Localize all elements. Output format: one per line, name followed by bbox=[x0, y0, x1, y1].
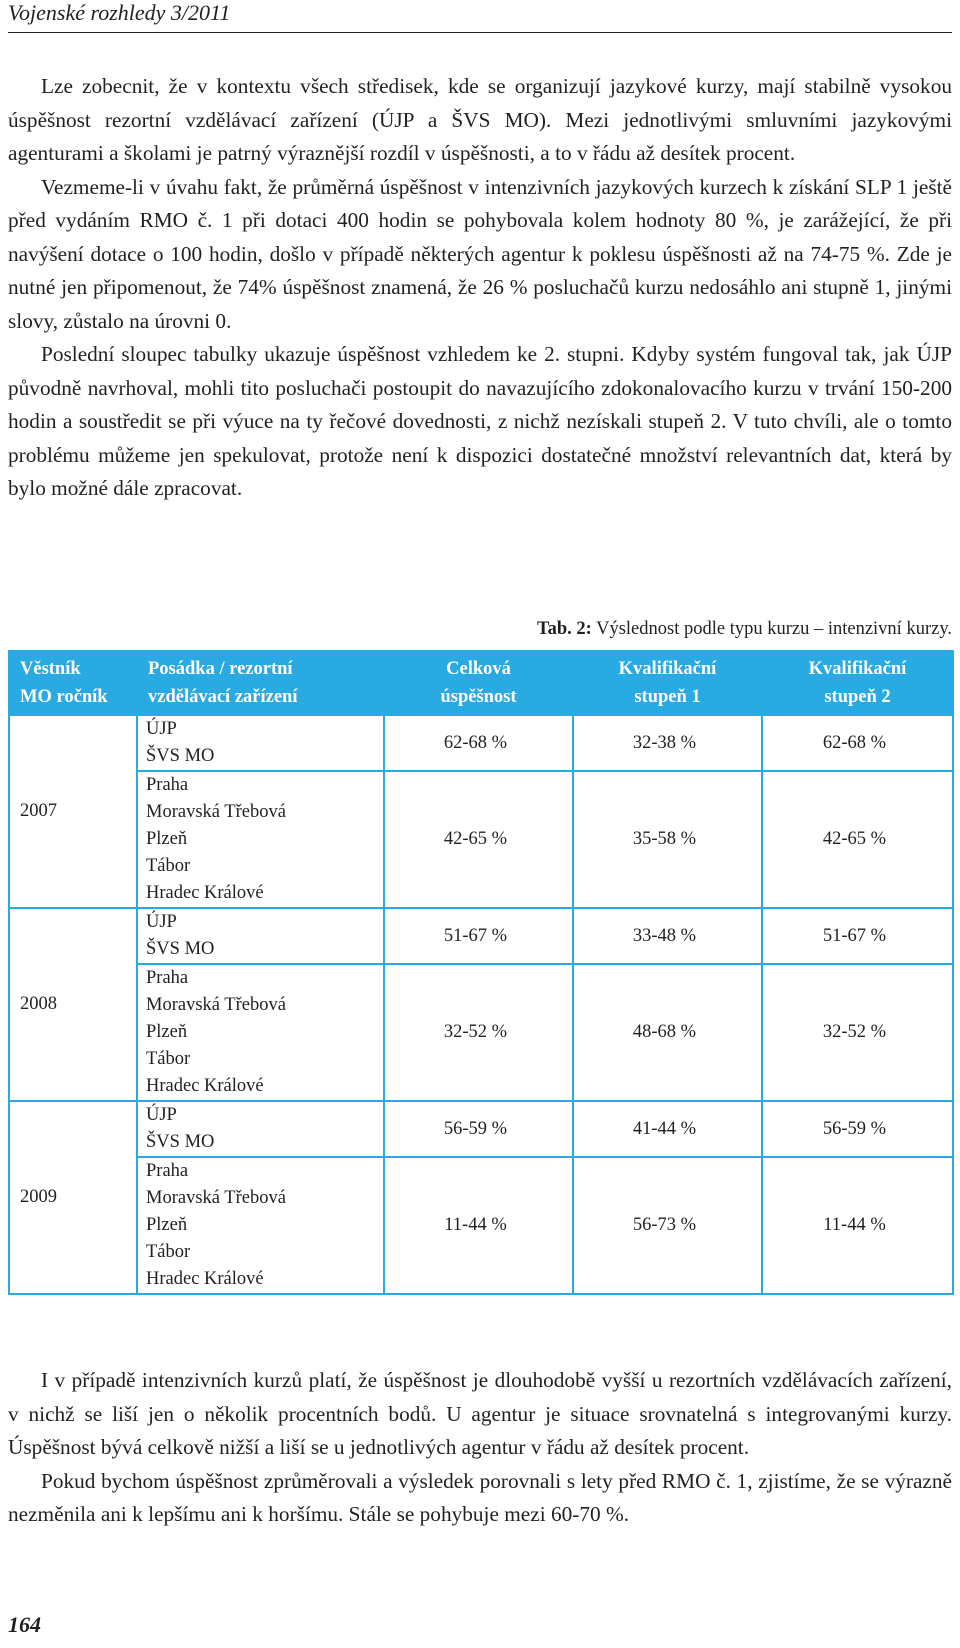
institution-cell: Praha bbox=[137, 964, 384, 992]
stupen2-cell: 11-44 % bbox=[762, 1157, 953, 1294]
table-header-row bbox=[9, 651, 953, 715]
celkova-cell: 51-67 % bbox=[384, 908, 573, 964]
header-vestnik: Věstník MO ročník bbox=[9, 651, 137, 715]
table-row bbox=[9, 908, 953, 936]
institution-cell: Moravská Třebová bbox=[137, 799, 384, 826]
institution-cell: ÚJP bbox=[137, 908, 384, 936]
year-cell: 2007 bbox=[9, 715, 137, 908]
paragraph: Poslední sloupec tabulky ukazuje úspěšnost vzhledem ke 2. stupni. Kdyby systém fungoval tak, jak ÚJP původně navrhoval, mohli tito posluchači postoupit do navazujícího zdokonalovacího kurzu v trvání 150-200 hodin a soustředit se při výuce na ty řečové dovednosti, z nichž nezískali stupeň 2. V tuto chvíli, ale o tomto problému můžeme jen spekulovat, protože není k dispozici dostatečné množství relevantních dat, která by bylo možné dále zpracovat. bbox=[8, 342, 952, 500]
header-celkova: Celková úspěšnost bbox=[384, 651, 573, 715]
stupen2-cell: 62-68 % bbox=[762, 715, 953, 771]
stupen2-cell: 42-65 % bbox=[762, 771, 953, 908]
institution-cell: ÚJP bbox=[137, 1101, 384, 1129]
table-row bbox=[9, 964, 953, 992]
header-rule bbox=[8, 32, 952, 33]
year-cell: 2009 bbox=[9, 1101, 137, 1294]
paragraph: Lze zobecnit, že v kontextu všech středisek, kde se organizují jazykové kurzy, mají stabilně vysokou úspěšnost rezortní vzdělávací zařízení (ÚJP a ŠVS MO). Mezi jednotlivými smluvními jazykovými agenturami a školami je patrný výraznější rozdíl v úspěšnosti, a to v řádu až desítek procent. bbox=[8, 74, 952, 165]
institution-cell: Plzeň bbox=[137, 826, 384, 853]
institution-cell: Moravská Třebová bbox=[137, 992, 384, 1019]
institution-cell: Praha bbox=[137, 771, 384, 799]
stupen2-cell: 56-59 % bbox=[762, 1101, 953, 1157]
celkova-cell: 32-52 % bbox=[384, 964, 573, 1101]
table-header bbox=[9, 651, 953, 715]
stupen2-cell: 51-67 % bbox=[762, 908, 953, 964]
institution-cell: ŠVS MO bbox=[137, 936, 384, 964]
institution-cell: Hradec Králové bbox=[137, 1073, 384, 1101]
institution-cell: ŠVS MO bbox=[137, 743, 384, 771]
table-row bbox=[9, 771, 953, 799]
table-caption-label: Tab. 2: bbox=[536, 619, 592, 639]
institution-cell: Tábor bbox=[137, 853, 384, 880]
institution-cell: Tábor bbox=[137, 1239, 384, 1266]
stupen2-cell: 32-52 % bbox=[762, 964, 953, 1101]
stupen1-cell: 56-73 % bbox=[573, 1157, 762, 1294]
stupen1-cell: 33-48 % bbox=[573, 908, 762, 964]
stupen1-cell: 48-68 % bbox=[573, 964, 762, 1101]
results-table bbox=[8, 650, 954, 1295]
table-body bbox=[9, 715, 953, 1294]
institution-cell: Tábor bbox=[137, 1046, 384, 1073]
table-row bbox=[9, 715, 953, 743]
institution-cell: Moravská Třebová bbox=[137, 1185, 384, 1212]
institution-cell: Plzeň bbox=[137, 1019, 384, 1046]
stupen1-cell: 41-44 % bbox=[573, 1101, 762, 1157]
body-text-bottom bbox=[8, 1364, 952, 1532]
header-stupen1: Kvalifikační stupeň 1 bbox=[573, 651, 762, 715]
institution-cell: ŠVS MO bbox=[137, 1129, 384, 1157]
stupen1-cell: 35-58 % bbox=[573, 771, 762, 908]
institution-cell: Hradec Králové bbox=[137, 1266, 384, 1294]
running-header: Vojenské rozhledy 3/2011 bbox=[8, 0, 231, 25]
header-posadka: Posádka / rezortní vzdělávací zařízení bbox=[137, 651, 384, 715]
celkova-cell: 11-44 % bbox=[384, 1157, 573, 1294]
header-stupen2: Kvalifikační stupeň 2 bbox=[762, 651, 953, 715]
table-caption bbox=[537, 617, 952, 641]
paragraph: Vezmeme-li v úvahu fakt, že průměrná úspěšnost v intenzivních jazykových kurzech k získání SLP 1 ještě před vydáním RMO č. 1 při dotaci 400 hodin se pohybovala kolem hodnoty 80 %, je zarážející, že při navýšení dotace o 100 hodin, došlo v případě některých agentur k poklesu úspěšnosti až na 74-75 %. Zde je nutné jen připomenout, že 74% úspěšnost znamená, že 26 % posluchačů kurzu nedosáhlo ani stupně 1, jinými slovy, zůstalo na úrovni 0. bbox=[8, 174, 952, 333]
table-row bbox=[9, 1101, 953, 1129]
page-number: 164 bbox=[8, 1612, 41, 1637]
table-row bbox=[9, 1157, 953, 1185]
body-text-top bbox=[8, 70, 952, 506]
institution-cell: Plzeň bbox=[137, 1212, 384, 1239]
institution-cell: ÚJP bbox=[137, 715, 384, 743]
paragraph: Pokud bychom úspěšnost zprůměrovali a výsledek porovnali s lety před RMO č. 1, zjistíme, že se výrazně nezměnila ani k lepšímu ani k horšímu. Stále se pohybuje mezi 60-70 %. bbox=[8, 1468, 952, 1526]
institution-cell: Hradec Králové bbox=[137, 880, 384, 908]
celkova-cell: 56-59 % bbox=[384, 1101, 573, 1157]
table-caption-text: Výslednost podle typu kurzu – intenzivní kurzy. bbox=[591, 619, 952, 639]
celkova-cell: 42-65 % bbox=[384, 771, 573, 908]
paragraph: I v případě intenzivních kurzů platí, že úspěšnost je dlouhodobě vyšší u rezortních vzdělávacích zařízení, v nichž se liší jen o několik procentních bodů. U agentur je situace srovnatelná s integrovanými kurzy. Úspěšnost bývá celkově nižší a liší se u jednotlivých agentur v řádu až desítek procent. bbox=[8, 1368, 952, 1459]
celkova-cell: 62-68 % bbox=[384, 715, 573, 771]
year-cell: 2008 bbox=[9, 908, 137, 1101]
institution-cell: Praha bbox=[137, 1157, 384, 1185]
stupen1-cell: 32-38 % bbox=[573, 715, 762, 771]
